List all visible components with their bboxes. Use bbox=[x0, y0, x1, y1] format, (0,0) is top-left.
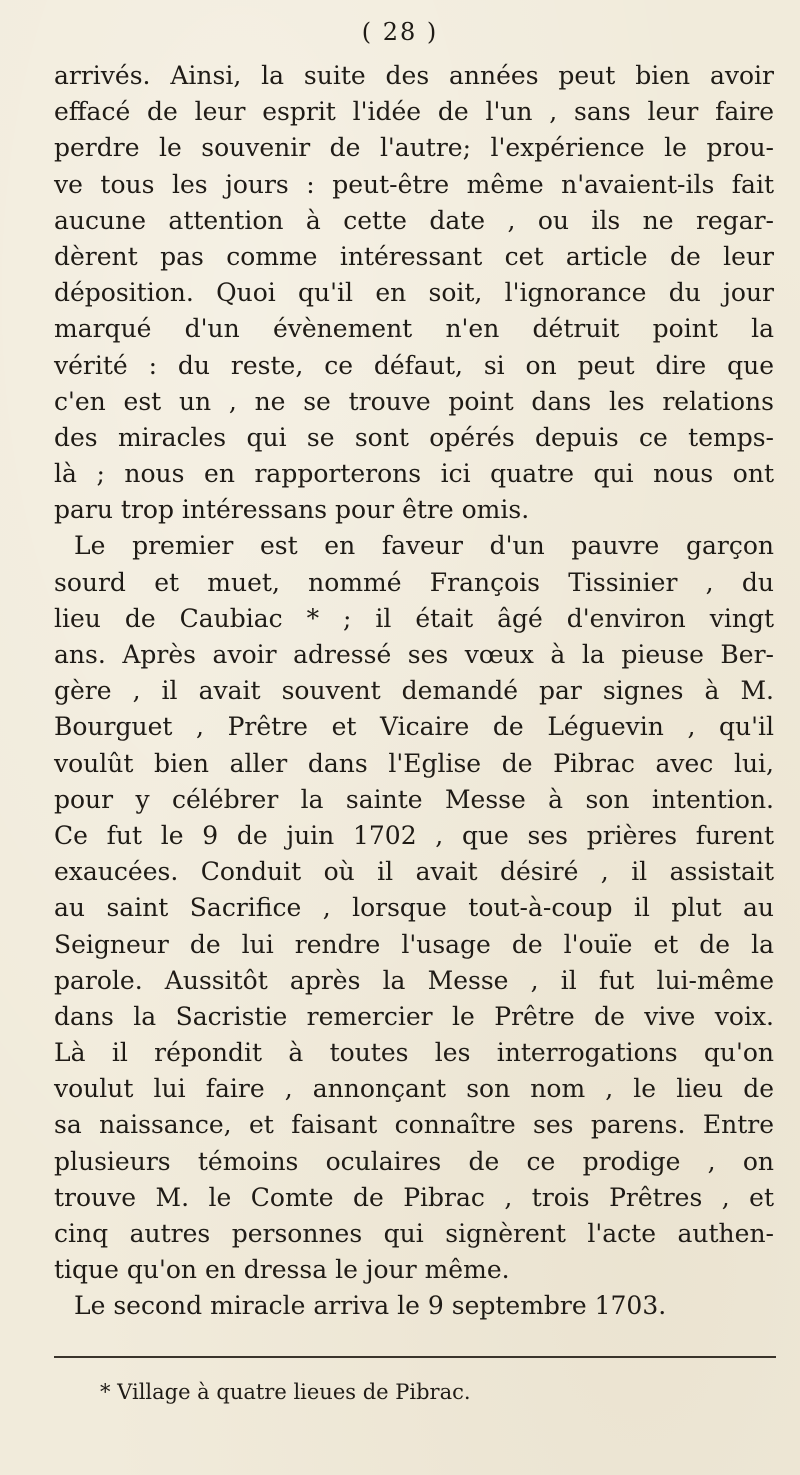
text-line: Le second miracle arriva le 9 septembre 1703. bbox=[74, 1291, 667, 1321]
text-line: pour y célébrer la sainte Messe à son intention. bbox=[54, 784, 774, 814]
text-line: dans la Sacristie remercier le Prêtre de vive voix. bbox=[54, 1001, 774, 1031]
page-number: ( 28 ) bbox=[361, 18, 439, 46]
text-line: c'en est un , ne se trouve point dans les relations bbox=[54, 386, 774, 416]
text-line: tique qu'on en dressa le jour même. bbox=[54, 1255, 510, 1285]
text-line: cinq autres personnes qui signèrent l'acte authen- bbox=[54, 1219, 774, 1248]
text-line: Le premier est en faveur d'un pauvre garçon bbox=[74, 531, 774, 561]
text-line: lieu de Caubiac * ; il était âgé d'environ vingt bbox=[54, 603, 774, 633]
footnote: * Village à quatre lieues de Pibrac. bbox=[100, 1380, 471, 1404]
text-line: ve tous les jours : peut-être même n'avaient-ils fait bbox=[54, 169, 774, 199]
text-line: perdre le souvenir de l'autre; l'expérience le prou- bbox=[54, 133, 774, 163]
text-line: là ; nous en rapporterons ici quatre qui nous ont bbox=[54, 459, 774, 489]
text-line: gère , il avait souvent demandé par signes à M. bbox=[54, 676, 774, 706]
text-line: vérité : du reste, ce défaut, si on peut dire que bbox=[54, 350, 774, 380]
text-line: exaucées. Conduit où il avait désiré , il assistait bbox=[54, 857, 774, 887]
text-line: effacé de leur esprit l'idée de l'un , sans leur faire bbox=[54, 97, 774, 127]
text-line: Bourguet , Prêtre et Vicaire de Léguevin , qu'il bbox=[54, 712, 774, 742]
text-line: déposition. Quoi qu'il en soit, l'ignorance du jour bbox=[54, 278, 774, 308]
text-line: aucune attention à cette date , ou ils ne regar- bbox=[54, 205, 774, 235]
text-line: dèrent pas comme intéressant cet article de leur bbox=[54, 241, 774, 271]
text-line: Ce fut le 9 de juin 1702 , que ses prières furent bbox=[54, 820, 774, 850]
text-line: marqué d'un évènement n'en détruit point la bbox=[54, 314, 774, 344]
text-line: voulut lui faire , annonçant son nom , le lieu de bbox=[54, 1074, 774, 1104]
text-line: au saint Sacrifice , lorsque tout-à-coup il plut au bbox=[54, 893, 774, 923]
body-text bbox=[54, 58, 774, 1325]
text-line: plusieurs témoins oculaires de ce prodige , on bbox=[54, 1146, 774, 1176]
text-line: Là il répondit à toutes les interrogations qu'on bbox=[54, 1038, 774, 1068]
text-line: arrivés. Ainsi, la suite des années peut bien avoir bbox=[54, 61, 774, 90]
text-line: trouve M. le Comte de Pibrac , trois Prêtres , et bbox=[54, 1182, 774, 1212]
text-line: voulût bien aller dans l'Eglise de Pibrac avec lui, bbox=[54, 748, 774, 778]
text-line: sourd et muet, nommé François Tissinier , du bbox=[54, 567, 774, 597]
text-line: sa naissance, et faisant connaître ses parens. Entre bbox=[54, 1110, 774, 1140]
text-line: paru trop intéressans pour être omis. bbox=[54, 495, 530, 525]
text-line: parole. Aussitôt après la Messe , il fut lui-même bbox=[54, 965, 774, 995]
text-line: ans. Après avoir adressé ses vœux à la pieuse Ber- bbox=[54, 640, 774, 669]
text-line: Seigneur de lui rendre l'usage de l'ouïe et de la bbox=[54, 929, 774, 959]
text-line: des miracles qui se sont opérés depuis ce temps- bbox=[54, 422, 774, 452]
footnote-divider bbox=[54, 1356, 776, 1358]
